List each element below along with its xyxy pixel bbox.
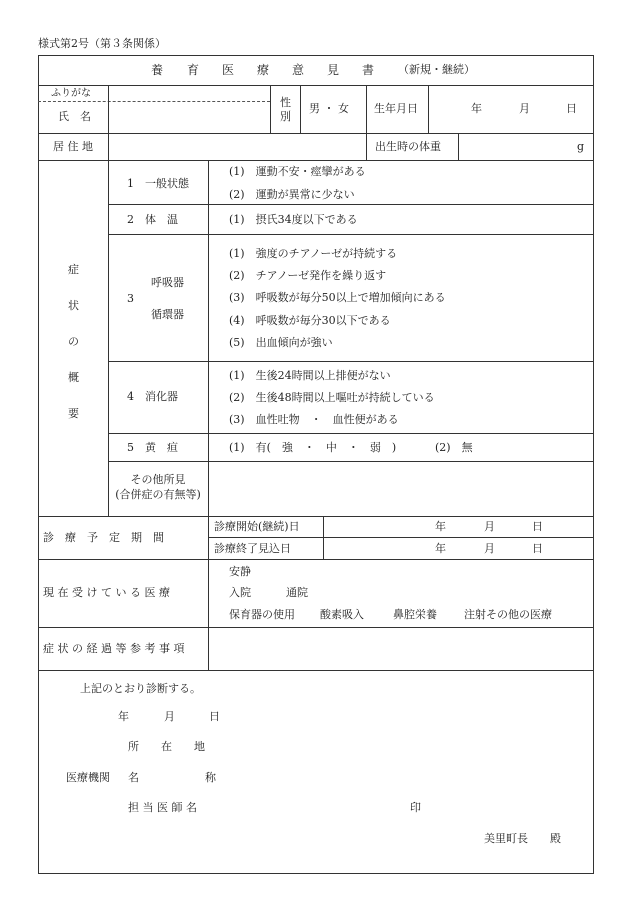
name-label: 氏 名: [58, 110, 91, 123]
rule-schedule-mid: [208, 537, 594, 538]
birth-weight-label: 出生時の体重: [375, 140, 441, 153]
rule-weight-right: [458, 133, 459, 160]
address-label: 居 住 地: [53, 140, 93, 153]
dob-month: 月: [519, 102, 530, 115]
rule-temp-bottom: [108, 234, 594, 235]
respiratory-item[interactable]: (1) 強度のチアノーゼが持続する: [229, 247, 398, 260]
seal-mark: 印: [410, 801, 421, 814]
care-option-oxygen[interactable]: 酸素吸入: [320, 608, 364, 621]
rule-weight-left: [366, 133, 367, 160]
name-field[interactable]: [110, 103, 268, 131]
start-day: 日: [532, 520, 543, 533]
respiratory-item[interactable]: (2) チアノーゼ発作を繰り返す: [229, 269, 387, 282]
title-char: 見: [327, 63, 340, 77]
rule-sex-right: [300, 85, 301, 133]
respiratory-item[interactable]: (5) 出血傾向が強い: [229, 336, 333, 349]
address-field[interactable]: [110, 135, 364, 157]
furigana-label: ふりがな: [51, 88, 91, 99]
general-item[interactable]: (1) 運動不安・痙攣がある: [229, 165, 366, 178]
title-char: 養: [151, 63, 164, 77]
rule-address-bottom: [38, 160, 594, 161]
temperature-label: 2 体 温: [127, 213, 178, 226]
title-type: （新規・継続）: [398, 63, 475, 76]
title-char: 育: [187, 63, 200, 77]
care-option-inpatient[interactable]: 入院: [229, 586, 251, 599]
end-year: 年: [435, 542, 446, 555]
dob-year: 年: [471, 102, 482, 115]
respiratory-label: 呼吸器: [151, 276, 184, 289]
rule-resp-bottom: [108, 361, 594, 362]
section-char: 概: [68, 371, 79, 384]
care-option-incubator[interactable]: 保育器の使用: [229, 608, 295, 621]
notes-label: 症 状 の 経 過 等 参 考 事 項: [43, 642, 185, 655]
respiratory-item[interactable]: (3) 呼吸数が毎分50以上で増加傾向にある: [229, 291, 446, 304]
furigana-field[interactable]: [110, 86, 268, 100]
digestive-item[interactable]: (3) 血性吐物 ・ 血性便がある: [229, 413, 399, 426]
rule-jaundice-bottom: [108, 461, 594, 462]
rule-name-bottom: [38, 133, 594, 134]
jaundice-severity[interactable]: (1) 有( 強 ・ 中 ・ 弱 ): [229, 441, 397, 454]
institution-name-label: 名 称: [128, 771, 216, 784]
digestive-label: 4 消化器: [127, 390, 178, 403]
section-char: 状: [68, 299, 79, 312]
section-char: の: [68, 335, 79, 348]
digestive-item[interactable]: (1) 生後24時間以上排便がない: [229, 369, 391, 382]
institution-label: 医療機関: [66, 771, 110, 784]
care-option-injection[interactable]: 注射その他の医療: [464, 608, 552, 621]
temperature-item[interactable]: (1) 摂氏34度以下である: [229, 213, 358, 226]
rule-label-col: [108, 85, 109, 160]
sex-label: 性: [280, 96, 291, 109]
notes-field[interactable]: [210, 629, 592, 668]
other-findings-label: その他所見: [130, 473, 186, 486]
addressee: 美里町長 殿: [484, 832, 561, 845]
rule-lower-col: [208, 516, 209, 670]
current-care-label: 現 在 受 け て い る 医 療: [43, 586, 170, 599]
other-findings-field[interactable]: [210, 463, 592, 514]
rule-symptom-col: [108, 160, 109, 516]
title-char: 療: [257, 63, 270, 77]
sex-label: 別: [280, 110, 291, 123]
title-char: 書: [362, 63, 375, 77]
end-month: 月: [484, 542, 495, 555]
start-month: 月: [484, 520, 495, 533]
rule-schedule-bottom: [38, 559, 594, 560]
care-option-outpatient[interactable]: 通院: [286, 586, 308, 599]
rule-notes-bottom: [38, 670, 594, 671]
respiratory-item[interactable]: (4) 呼吸数が毎分30以下である: [229, 314, 391, 327]
general-item[interactable]: (2) 運動が異常に少ない: [229, 188, 355, 201]
doctor-name-label: 担 当 医 師 名: [128, 801, 197, 814]
title-char: 意: [292, 63, 305, 77]
rule-dob-left: [366, 85, 367, 133]
rule-sex-left: [270, 85, 271, 133]
general-state-label: 1 一般状態: [127, 177, 189, 190]
dob-label: 生年月日: [374, 102, 418, 115]
birth-weight-unit: g: [577, 140, 585, 153]
institution-address-label: 所 在 地: [128, 740, 205, 753]
sex-options[interactable]: 男 ・ 女: [309, 102, 349, 115]
rule-care-bottom: [38, 627, 594, 628]
respiratory-num: 3: [127, 292, 134, 305]
jaundice-none[interactable]: (2) 無: [435, 441, 473, 454]
dob-day: 日: [566, 102, 577, 115]
end-day: 日: [532, 542, 543, 555]
jaundice-label: 5 黄 疸: [127, 441, 178, 454]
rule-symptoms-bottom: [38, 516, 594, 517]
section-char: 症: [68, 263, 79, 276]
schedule-end-label: 診療終了見込日: [214, 542, 291, 555]
rule-digest-bottom: [108, 433, 594, 434]
other-findings-sublabel: (合併症の有無等): [115, 488, 201, 501]
cert-year: 年: [118, 710, 129, 723]
cert-month: 月: [164, 710, 175, 723]
start-year: 年: [435, 520, 446, 533]
circulatory-label: 循環器: [151, 308, 184, 321]
rule-schedule-col: [323, 516, 324, 559]
rule-furigana: [38, 101, 270, 102]
care-option-rest[interactable]: 安静: [229, 565, 251, 578]
certification-statement: 上記のとおり診断する。: [80, 682, 201, 695]
rule-dob-right: [428, 85, 429, 133]
digestive-item[interactable]: (2) 生後48時間以上嘔吐が持続している: [229, 391, 435, 404]
form-number: 様式第2号（第３条関係）: [38, 37, 166, 50]
care-option-nasal[interactable]: 鼻腔栄養: [393, 608, 437, 621]
rule-general-bottom: [108, 204, 594, 205]
title-char: 医: [222, 63, 235, 77]
rule-symptom-item-col: [208, 160, 209, 516]
cert-day: 日: [209, 710, 220, 723]
schedule-label: 診 療 予 定 期 間: [43, 531, 164, 544]
schedule-start-label: 診療開始(継続)日: [214, 520, 300, 533]
section-char: 要: [68, 407, 79, 420]
